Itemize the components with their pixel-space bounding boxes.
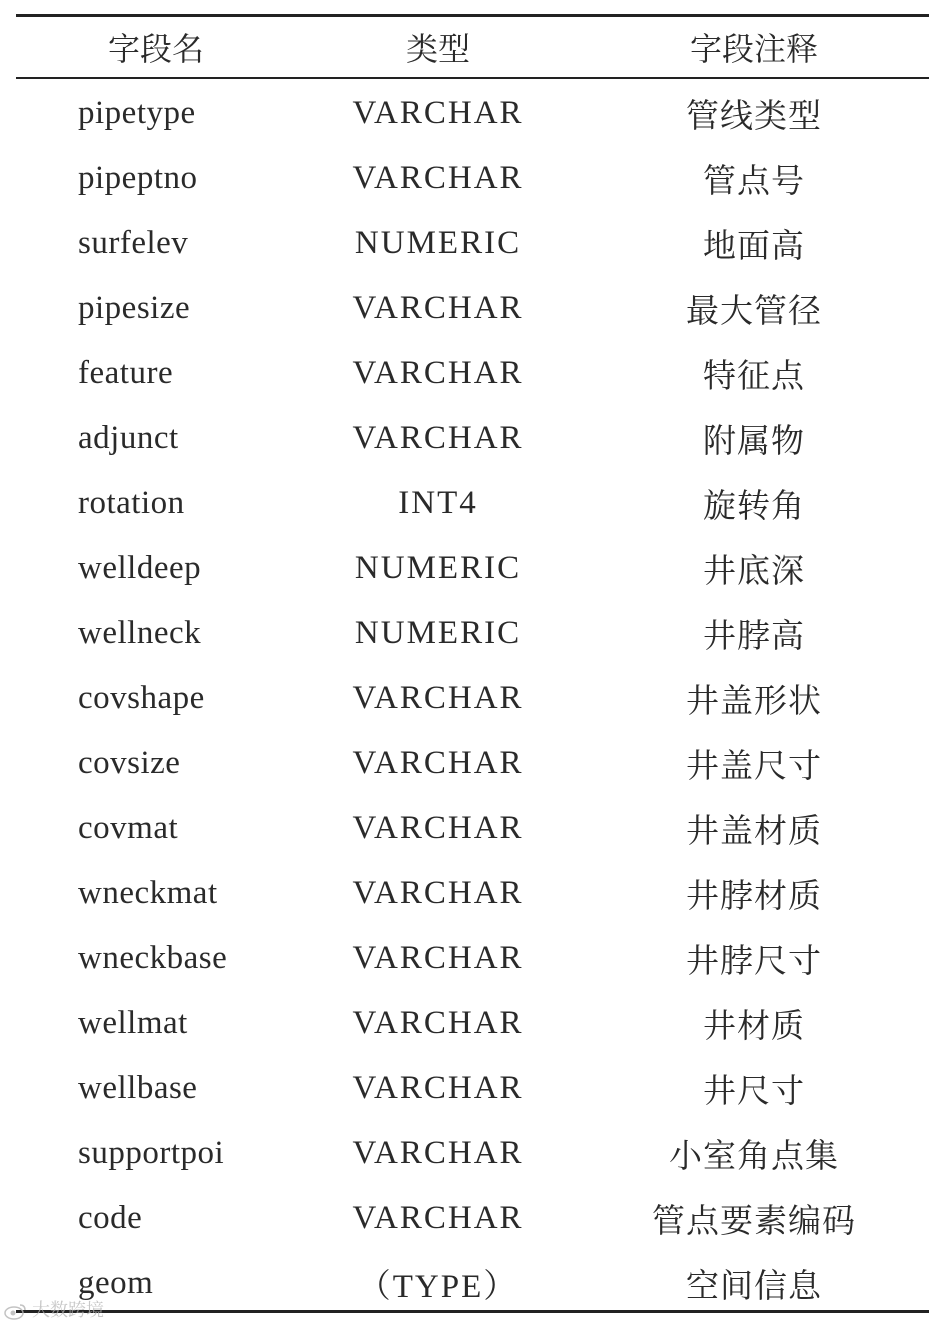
cell-type: INT4 [398,485,478,521]
cell-comment: 地面高 [703,226,805,265]
table-row [16,666,929,731]
table-row [16,341,929,406]
watermark [4,1296,104,1322]
cell-field-name: wellmat [78,1005,188,1041]
cell-type: VARCHAR [352,95,524,131]
cell-comment: 管点要素编码 [652,1201,856,1240]
table-header [16,17,929,77]
table-row [16,406,929,471]
table-row [16,601,929,666]
cell-type: VARCHAR [352,1070,524,1106]
cell-field-name: covsize [78,745,181,781]
cell-comment: 井盖材质 [686,811,822,850]
cell-comment: 井材质 [703,1006,805,1045]
cell-type: VARCHAR [352,1005,524,1041]
cell-type: VARCHAR [352,1200,524,1236]
cell-field-name: covmat [78,810,179,846]
header-field-name: 字段名 [107,30,204,68]
table-row [16,81,929,146]
table-bottom-rule [16,1310,929,1313]
cell-type: VARCHAR [352,1135,524,1171]
cell-type: VARCHAR [352,875,524,911]
cell-field-name: pipesize [78,290,191,326]
table-row [16,146,929,211]
cell-type: NUMERIC [354,225,522,261]
field-table [16,14,929,1314]
table-row [16,1251,929,1316]
cell-field-name: code [78,1200,143,1236]
cell-comment: 旋转角 [703,486,805,525]
table-row [16,731,929,796]
cell-field-name: wellneck [78,615,202,651]
cell-field-name: feature [78,355,174,391]
header-comment: 字段注释 [689,30,818,68]
cell-type: VARCHAR [352,355,524,391]
table-row [16,1056,929,1121]
cell-type: VARCHAR [352,420,524,456]
cell-comment: 井脖材质 [686,876,822,915]
cell-field-name: pipeptno [78,160,198,196]
cell-type: VARCHAR [352,160,524,196]
cell-field-name: wellbase [78,1070,198,1106]
table-row [16,471,929,536]
table-row [16,1186,929,1251]
cell-type: NUMERIC [354,550,522,586]
table-body [16,81,929,1316]
cell-field-name: rotation [78,485,185,521]
cell-comment: 最大管径 [686,291,822,330]
cell-field-name: surfelev [78,225,189,261]
table-row [16,861,929,926]
watermark-text: 大数跨境 [32,1300,104,1321]
cell-field-name: supportpoi [78,1135,225,1171]
header-type: 类型 [405,30,470,68]
cell-type: VARCHAR [352,745,524,781]
table-row [16,796,929,861]
cell-field-name: covshape [78,680,205,716]
cell-field-name: wneckbase [78,940,228,976]
table-header-rule [16,77,929,79]
cell-type: VARCHAR [352,290,524,326]
cell-type: VARCHAR [352,810,524,846]
cell-field-name: wneckmat [78,875,218,911]
cell-type: （TYPE） [357,1269,519,1305]
cell-field-name: welldeep [78,550,202,586]
cell-comment: 井盖形状 [686,681,822,720]
table-row [16,211,929,276]
table-row [16,926,929,991]
cell-comment: 井尺寸 [703,1071,805,1110]
table-row [16,276,929,341]
table-row [16,1121,929,1186]
cell-comment: 管线类型 [686,96,822,135]
cell-comment: 管点号 [703,161,805,200]
cell-type: NUMERIC [354,615,522,651]
cell-comment: 井底深 [703,551,805,590]
cell-field-name: geom [78,1265,154,1301]
cell-comment: 附属物 [703,421,805,460]
cell-comment: 井脖高 [703,616,805,655]
cell-comment: 空间信息 [686,1266,822,1305]
cell-comment: 特征点 [703,356,805,395]
cell-field-name: pipetype [78,95,196,131]
cell-type: VARCHAR [352,680,524,716]
table-row [16,536,929,601]
cell-type: VARCHAR [352,940,524,976]
cell-comment: 小室角点集 [669,1136,839,1175]
cell-comment: 井盖尺寸 [686,746,822,785]
cell-comment: 井脖尺寸 [686,941,822,980]
weibo-icon [4,1302,28,1320]
table-row [16,991,929,1056]
cell-field-name: adjunct [78,420,179,456]
